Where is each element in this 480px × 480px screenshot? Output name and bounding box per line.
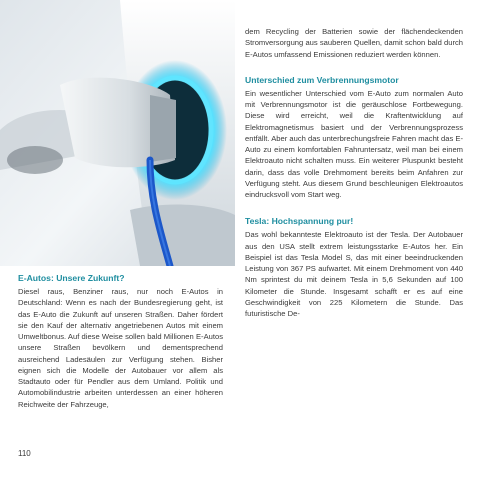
section-heading-tesla: Tesla: Hochspannung pur! [245, 216, 354, 227]
paragraph-intro: dem Recycling der Batterien sowie der flächendeckenden Stromversorgung aus sauberen Quellen, damit schon bald durch E-Autos umfassend Emissionen reduziert werden können. [245, 27, 463, 59]
page-number: 110 [18, 449, 31, 458]
ev-charging-illustration [0, 0, 235, 266]
right-column [245, 26, 463, 319]
paragraph-e-autos: Diesel raus, Benziner raus, nur noch E-Autos in Deutschland: Wenn es nach der Bundesregierung geht, ist das E-Auto die Zukunft auf unseren Straßen. Daher fördert sie den Kauf der alternativ angetriebenen Autos mit einem Umweltbonus. Auf diese Weise sollen bald Millionen E-Autos unsere Straßen bevölkern und dementsprechend ausreichend Ladesäulen zur Verfügung stehen. Bisher eignen sich die Modelle der Autobauer vor allem als Stadtauto oder für Pendler aus dem Umland. Politik und Automobilindustrie arbeiten unterdessen an einer höheren Reichweite der Fahrzeuge, [18, 287, 223, 409]
paragraph-tesla: Das wohl bekannteste Elektroauto ist der Tesla. Der Autobauer aus den USA stellt extrem leistungsstarke E-Autos her. Ein Beispiel ist das Tesla Model S, das mit einer beeindruckenden Leistung von 367 PS aufwartet. Mit einem Drehmoment von 440 Nm sprintest du mit deinem Tesla in 5,6 Sekunden auf 100 Kilometer die Stunde. Insgesamt schafft er es auf eine Geschwindigkeit von 225 Kilometern die Stunde. Das futuristische De- [245, 230, 463, 318]
section-heading-unterschied: Unterschied zum Verbrennungsmotor [245, 74, 399, 85]
paragraph-unterschied: Ein wesentlicher Unterschied vom E-Auto zum normalen Auto mit Verbrennungsmotor ist die geräuschlose Fortbewegung. Diese wird erreicht, weil die Kraftentwicklung auf Elektromagnetismus basiert und der Verbrennungsprozess entfällt. Aber auch das unterbrechungsfreie Fahren macht das E-Auto zu einem komfortablen Fahruntersatz, weil man bei einem Elektroauto nicht schalten muss. Ein weiterer Pluspunkt besteht darin, dass das volle Drehmoment bereits beim Anfahren zur Verfügung steht. Aus diesem Grund beschleunigen Elektroautos eindrucksvoll vom Start weg. [245, 88, 463, 199]
ev-charging-photo [0, 0, 235, 266]
left-column [18, 268, 223, 410]
section-heading-e-autos: E-Autos: Unsere Zukunft? [18, 273, 125, 283]
